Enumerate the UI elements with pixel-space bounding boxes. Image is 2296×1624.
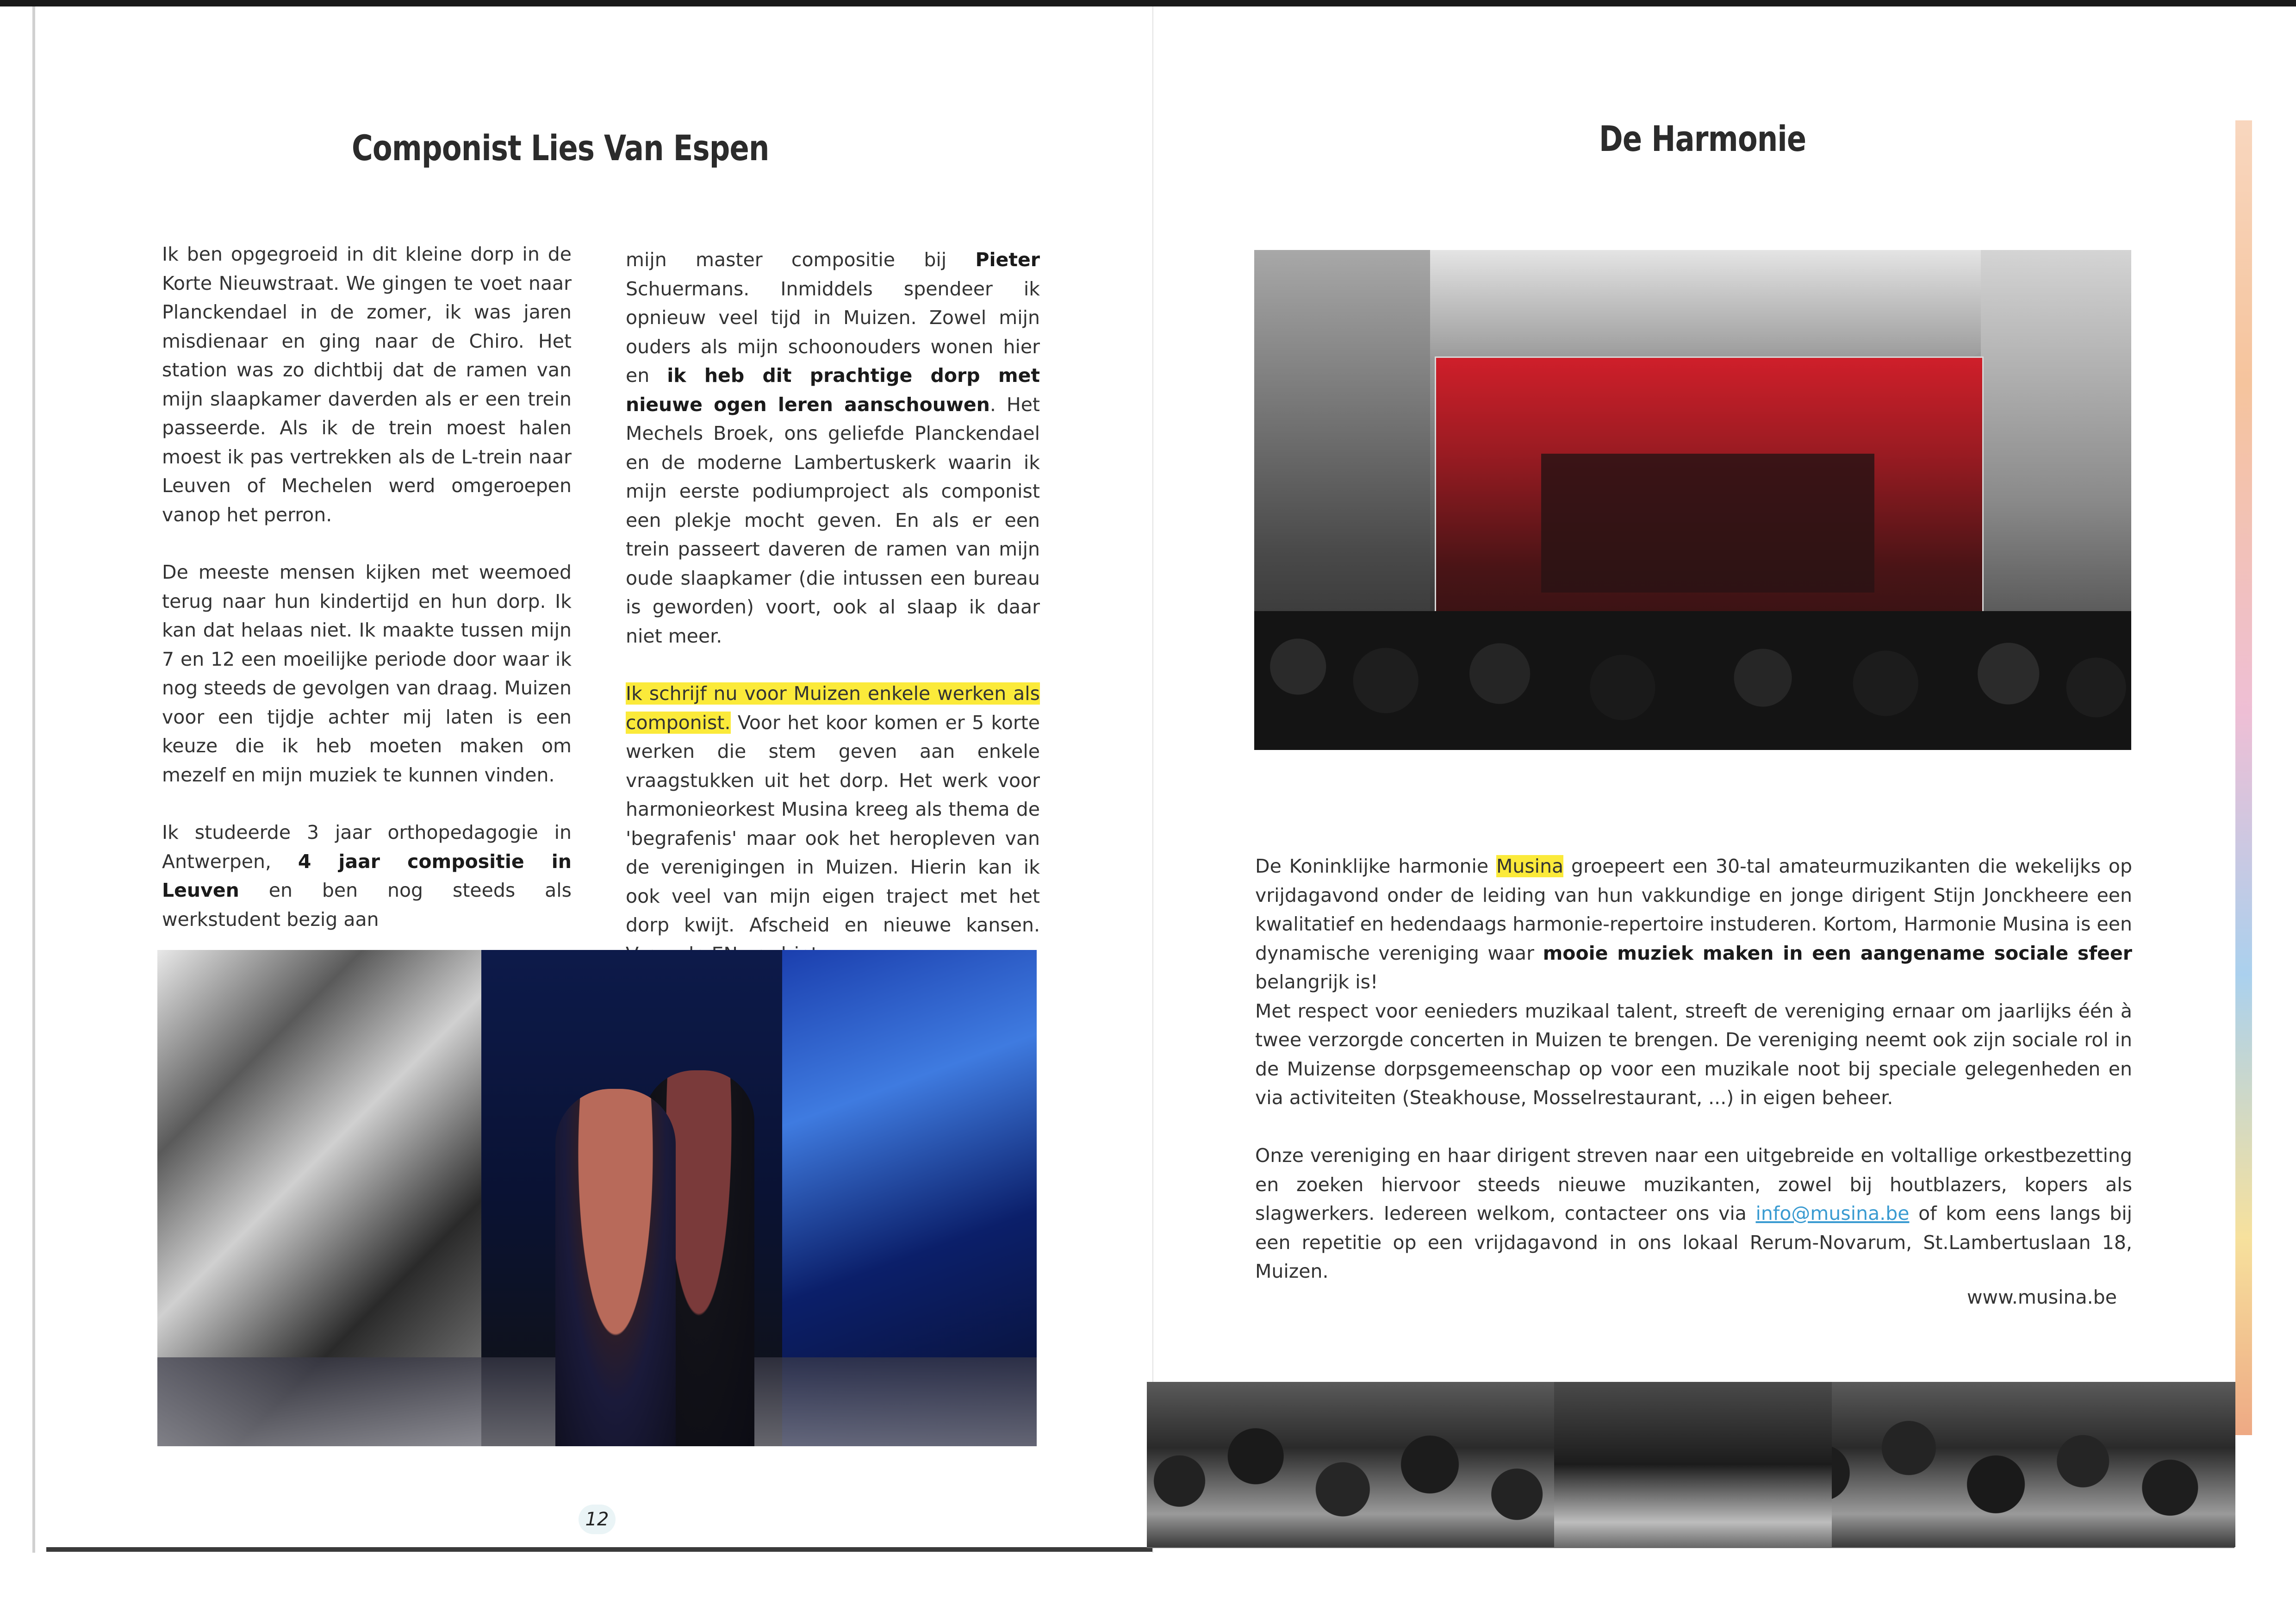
page-number: 12 (579, 1505, 616, 1534)
email-link[interactable]: info@musina.be (1755, 1202, 1910, 1224)
website-url[interactable]: www.musina.be (1967, 1286, 2117, 1308)
bold-text: 4 jaar compositie in Leuven (162, 850, 572, 901)
right-page (1152, 6, 2246, 1553)
bold-text: mooie muziek maken in een aangename sociale sfeer (1543, 942, 2132, 964)
highlighted-text: Ik schrijf nu voor Muizen enkele werken als componist. (626, 682, 1040, 734)
audience-photo (1147, 1382, 2235, 1547)
left-page-bottom-edge (46, 1547, 1152, 1552)
paragraph: De meeste mensen kijken met weemoed terug naar hun kindertijd en hun dorp. Ik kan dat helaas niet. Ik maakte tussen mijn 7 en 12 een moeilijke periode door waar ik nog steeds de gevolgen van draag. Muizen voor een tijdje achter mij laten is een keuze die ik heb moeten maken om mezelf en mijn muziek te kunnen vinden. (162, 561, 572, 786)
left-column-2 (626, 245, 1040, 997)
stage-performance-photo (157, 950, 1037, 1446)
paragraph: Ik ben opgegroeid in dit kleine dorp in de Korte Nieuwstraat. We gingen te voet naar Planckendael in de zomer, ik was jaren misdienaar en ging naar de Chiro. Het station was zo dichtbij dat de ramen van mijn slaapkamer daverden als er een trein passeerde. Als ik de trein moest halen moest ik pas vertrekken als de L-trein naar Leuven of Mechelen werd omgeroepen vanop het perron. (162, 243, 572, 526)
paragraph: mijn master compositie bij Pieter Schuermans. Inmiddels spendeer ik opnieuw veel tijd in Muizen. Zowel mijn ouders als mijn schoonouders wonen hier en ik heb dit prachtige dorp met nieuwe ogen leren aanschouwen. Het Mechels Broek, ons geliefde Planckendael en de moderne Lambertuskerk waarin ik mijn eerste podiumproject als componist een plekje mocht geven. En als er een trein passeert daveren de ramen van mijn oude slaapkamer (die intussen een bureau is geworden) voort, ook al slaap ik daar niet meer. (626, 249, 1040, 647)
paragraph: Onze vereniging en haar dirigent streven naar een uitgebreide en voltallige orkestbezetting en zoeken hiervoor steeds nieuwe muzikanten, zowel bij houtblazers, kopers als slagwerkers. Iedereen welkom, contacteer ons via info@musina.be of kom eens langs bij een repetitie op een vrijdagavond in ons lokaal Rerum-Novarum, St.Lambertuslaan 18, Muizen. (1255, 1144, 2133, 1282)
harmonie-intro (1255, 852, 2132, 1112)
paragraph: Ik studeerde 3 jaar orthopedagogie in Antwerpen, 4 jaar compositie in Leuven en ben nog steeds als werkstudent bezig aan (162, 821, 572, 931)
harmonie-contact (1255, 1141, 2132, 1286)
left-page-title: Componist Lies Van Espen (352, 127, 769, 169)
right-page-title: De Harmonie (1599, 118, 1806, 159)
left-column-1 (162, 240, 572, 962)
next-page-edge (2235, 120, 2252, 1435)
bold-text: ik heb dit prachtige dorp met nieuwe ogen leren aanschouwen (626, 364, 1040, 416)
paragraph: De Koninklijke harmonie Musina groepeert een 30-tal amateurmuzikanten die wekelijks op vrijdagavond onder de leiding van hun vakkundige en jonge dirigent Stijn Jonckheere een kwalitatief en hedendaags harmonie-repertoire instuderen. Kortom, Harmonie Musina is een dynamische vereniging waar mooie muziek maken in een aangename sociale sfeer belangrijk is! (1255, 855, 2133, 993)
paragraph: Met respect voor eenieders muzikaal talent, streeft de vereniging ernaar om jaarlijks één à twee verzorgde concerten in Muizen te brengen. De vereniging neemt ook zijn sociale rol in de Muizense dorpsgemeenschap op voor een muzikale noot bij speciale gelegenheden en via activiteiten (Steakhouse, Mosselrestaurant, ...) in eigen beheer. (1255, 999, 2132, 1109)
scan-top-edge (0, 0, 2296, 6)
harmonie-concert-photo (1254, 250, 2131, 750)
highlighted-text: Musina (1496, 855, 1564, 877)
bold-text: Pieter (975, 249, 1040, 271)
paragraph: Ik schrijf nu voor Muizen enkele werken als componist. Voor het koor komen er 5 korte werken die stem geven aan enkele vraagstukken uit het dorp. Het werk voor harmonieorkest Musina kreeg als thema de 'begrafenis' maar ook het heropleven van de verenigingen in Muizen. Hierin kan ik ook veel van mijn eigen traject met het dorp kwijt. Afscheid en nieuwe kansen. (626, 682, 1040, 936)
